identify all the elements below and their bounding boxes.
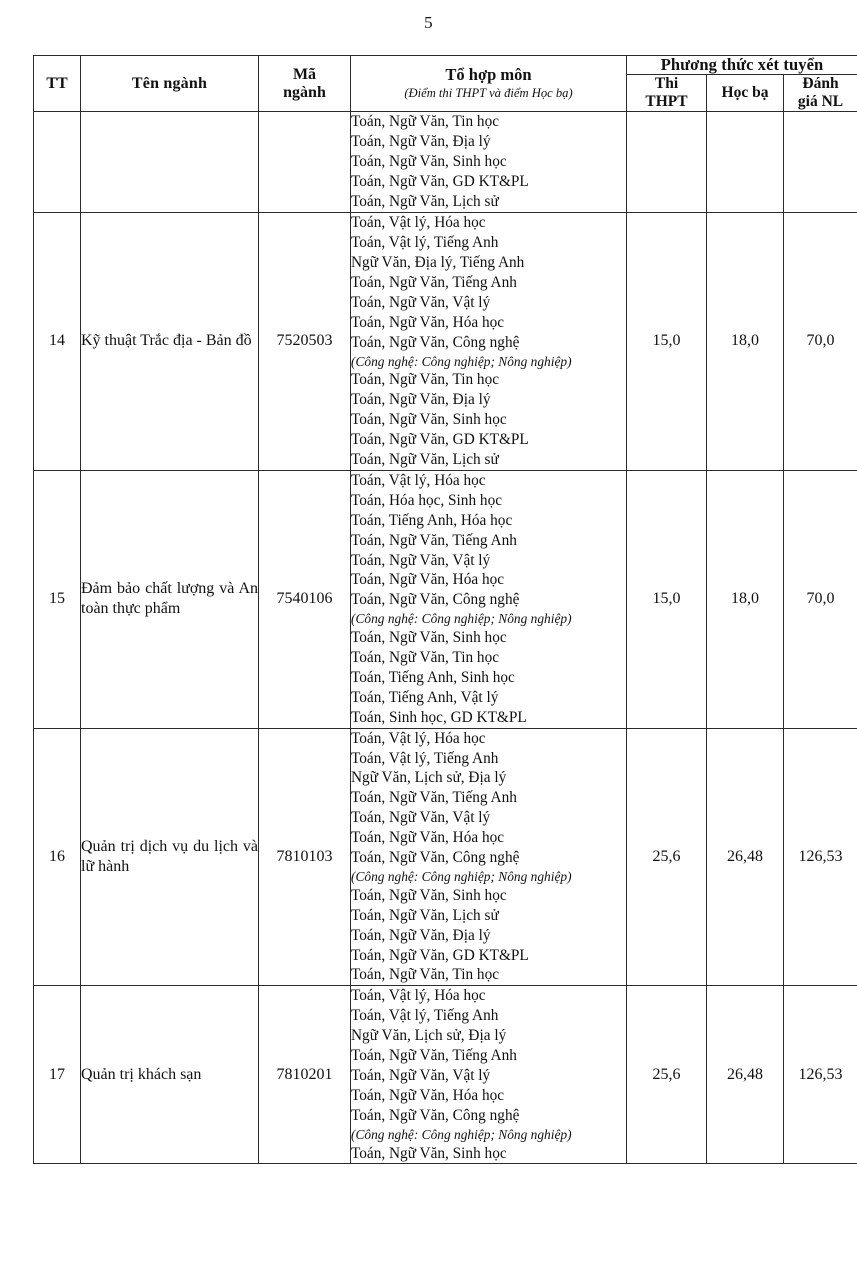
cell-score-danh-gia-nl: 70,0 xyxy=(784,212,857,470)
cell-score-danh-gia-nl: 70,0 xyxy=(784,470,857,728)
combination-note: (Công nghệ: Công nghiệp; Nông nghiệp) xyxy=(351,353,572,369)
combination-line: Toán, Ngữ Văn, Hóa học xyxy=(351,313,505,331)
column-header-hoc-ba: Học bạ xyxy=(707,75,784,112)
cell-subject-combinations xyxy=(351,112,627,213)
table-row xyxy=(34,212,857,470)
column-header-admission-method: Phương thức xét tuyển xyxy=(627,56,857,75)
cell-score-hoc-ba: 18,0 xyxy=(707,470,784,728)
column-header-combination-subtitle: (Điểm thi THPT và điểm Học bạ) xyxy=(404,86,573,101)
combination-line: Toán, Vật lý, Hóa học xyxy=(351,729,486,747)
cell-tt: 14 xyxy=(34,212,81,470)
column-header-name xyxy=(81,56,259,112)
cell-major-name xyxy=(81,112,259,213)
combination-line: Toán, Ngữ Văn, GD KT&PL xyxy=(351,172,529,190)
combination-note: (Công nghệ: Công nghiệp; Nông nghiệp) xyxy=(351,869,572,885)
column-header-combination xyxy=(351,56,627,112)
cell-subject-combinations xyxy=(351,728,627,986)
cell-score-thi-thpt: 15,0 xyxy=(627,470,707,728)
column-header-thi-thpt-line2: THPT xyxy=(645,93,688,111)
combination-line: Toán, Ngữ Văn, Sinh học xyxy=(351,1144,507,1162)
combination-line: Toán, Ngữ Văn, Địa lý xyxy=(351,926,491,944)
combination-line: Toán, Vật lý, Tiếng Anh xyxy=(351,233,499,251)
combination-note: (Công nghệ: Công nghiệp; Nông nghiệp) xyxy=(351,611,572,627)
combination-line: Toán, Ngữ Văn, Tin học xyxy=(351,648,500,666)
combination-line: Toán, Tiếng Anh, Sinh học xyxy=(351,668,515,686)
combination-line: Toán, Ngữ Văn, Công nghệ xyxy=(351,333,520,351)
cell-score-danh-gia-nl: 126,53 xyxy=(784,728,857,986)
cell-major-code: 7520503 xyxy=(259,212,351,470)
combination-line: Toán, Ngữ Văn, Tin học xyxy=(351,113,500,131)
combination-line: Toán, Vật lý, Hóa học xyxy=(351,213,486,231)
combination-line: Toán, Sinh học, GD KT&PL xyxy=(351,708,527,726)
combination-line: Toán, Ngữ Văn, Địa lý xyxy=(351,133,491,151)
combination-line: Toán, Ngữ Văn, GD KT&PL xyxy=(351,946,529,964)
table-header xyxy=(34,56,857,112)
cell-tt: 16 xyxy=(34,728,81,986)
cell-major-code: 7810103 xyxy=(259,728,351,986)
column-header-tt: TT xyxy=(34,56,81,112)
combination-line: Toán, Ngữ Văn, Vật lý xyxy=(351,293,491,311)
table-row xyxy=(34,728,857,986)
combination-line: Toán, Ngữ Văn, Lịch sử xyxy=(351,450,499,468)
column-header-danh-gia-nl-line1: Đánh xyxy=(802,75,839,93)
combination-line: Toán, Vật lý, Hóa học xyxy=(351,987,486,1005)
table-row xyxy=(34,986,857,1164)
combination-line: Toán, Tiếng Anh, Vật lý xyxy=(351,688,499,706)
cell-major-code: 7540106 xyxy=(259,470,351,728)
cell-subject-combinations xyxy=(351,212,627,470)
combination-line: Toán, Ngữ Văn, Tin học xyxy=(351,966,500,984)
table-row xyxy=(34,470,857,728)
combination-line: Toán, Ngữ Văn, Vật lý xyxy=(351,551,491,569)
combination-line: Toán, Ngữ Văn, Tiếng Anh xyxy=(351,1047,517,1065)
cell-major-name: Kỹ thuật Trắc địa - Bản đồ xyxy=(81,212,259,470)
combination-line: Ngữ Văn, Địa lý, Tiếng Anh xyxy=(351,253,525,271)
combination-line: Toán, Ngữ Văn, Địa lý xyxy=(351,390,491,408)
column-header-code-line1: Mã xyxy=(292,65,317,83)
combination-line: Toán, Ngữ Văn, Tiếng Anh xyxy=(351,273,517,291)
cell-tt: 15 xyxy=(34,470,81,728)
combination-line: Toán, Ngữ Văn, Công nghệ xyxy=(351,1107,520,1125)
combination-line: Ngữ Văn, Lịch sử, Địa lý xyxy=(351,769,507,787)
combination-line: Toán, Ngữ Văn, Lịch sử xyxy=(351,906,499,924)
combination-line: Toán, Ngữ Văn, Tin học xyxy=(351,370,500,388)
combination-line: Toán, Ngữ Văn, Tiếng Anh xyxy=(351,789,517,807)
cell-major-name: Quản trị khách sạn xyxy=(81,986,259,1164)
column-header-code-line2: ngành xyxy=(283,83,326,101)
column-header-danh-gia-nl-line2: giá NL xyxy=(797,93,844,111)
combination-line: Toán, Ngữ Văn, Hóa học xyxy=(351,571,505,589)
combination-line: Toán, Ngữ Văn, Vật lý xyxy=(351,1067,491,1085)
page-number: 5 xyxy=(424,13,433,32)
cell-score-thi-thpt: 25,6 xyxy=(627,986,707,1164)
combination-line: Toán, Hóa học, Sinh học xyxy=(351,491,503,509)
combination-line: Toán, Ngữ Văn, Công nghệ xyxy=(351,591,520,609)
cell-tt: 17 xyxy=(34,986,81,1164)
cell-score-thi-thpt: 25,6 xyxy=(627,728,707,986)
cell-score-hoc-ba: 26,48 xyxy=(707,728,784,986)
column-header-name-label: Tên ngành xyxy=(131,74,208,92)
cell-tt xyxy=(34,112,81,213)
combination-line: Toán, Ngữ Văn, GD KT&PL xyxy=(351,430,529,448)
cell-score-hoc-ba xyxy=(707,112,784,213)
combination-note: (Công nghệ: Công nghiệp; Nông nghiệp) xyxy=(351,1127,572,1143)
combination-line: Toán, Ngữ Văn, Sinh học xyxy=(351,886,507,904)
combination-line: Toán, Tiếng Anh, Hóa học xyxy=(351,511,513,529)
table-row xyxy=(34,112,857,213)
admissions-table-container xyxy=(33,55,857,1221)
cell-subject-combinations xyxy=(351,986,627,1164)
cell-major-name: Quản trị dịch vụ du lịch và lữ hành xyxy=(81,728,259,986)
cell-score-danh-gia-nl xyxy=(784,112,857,213)
table-body xyxy=(34,112,857,1164)
cell-score-hoc-ba: 26,48 xyxy=(707,986,784,1164)
combination-line: Toán, Ngữ Văn, Vật lý xyxy=(351,809,491,827)
admissions-table xyxy=(33,55,857,1164)
combination-line: Toán, Ngữ Văn, Sinh học xyxy=(351,628,507,646)
combination-line: Ngữ Văn, Lịch sử, Địa lý xyxy=(351,1027,507,1045)
column-header-combination-title: Tổ hợp môn xyxy=(445,65,532,85)
combination-line: Toán, Ngữ Văn, Sinh học xyxy=(351,410,507,428)
combination-line: Toán, Ngữ Văn, Hóa học xyxy=(351,829,505,847)
combination-line: Toán, Ngữ Văn, Hóa học xyxy=(351,1087,505,1105)
column-header-thi-thpt xyxy=(627,75,707,112)
column-header-danh-gia-nl xyxy=(784,75,857,112)
combination-line: Toán, Ngữ Văn, Lịch sử xyxy=(351,192,499,210)
column-header-thi-thpt-line1: Thi xyxy=(654,75,679,93)
column-header-code xyxy=(259,56,351,112)
combination-line: Toán, Ngữ Văn, Tiếng Anh xyxy=(351,531,517,549)
cell-major-code xyxy=(259,112,351,213)
combination-line: Toán, Ngữ Văn, Sinh học xyxy=(351,153,507,170)
header-row-top xyxy=(34,56,857,75)
combination-line: Toán, Ngữ Văn, Công nghệ xyxy=(351,849,520,867)
combination-line: Toán, Vật lý, Hóa học xyxy=(351,471,486,489)
combination-line: Toán, Vật lý, Tiếng Anh xyxy=(351,1007,499,1025)
cell-score-thi-thpt xyxy=(627,112,707,213)
cell-score-hoc-ba: 18,0 xyxy=(707,212,784,470)
cell-score-thi-thpt: 15,0 xyxy=(627,212,707,470)
combination-line: Toán, Vật lý, Tiếng Anh xyxy=(351,749,499,767)
cell-subject-combinations xyxy=(351,470,627,728)
cell-major-name: Đảm bảo chất lượng và An toàn thực phẩm xyxy=(81,470,259,728)
cell-score-danh-gia-nl: 126,53 xyxy=(784,986,857,1164)
cell-major-code: 7810201 xyxy=(259,986,351,1164)
